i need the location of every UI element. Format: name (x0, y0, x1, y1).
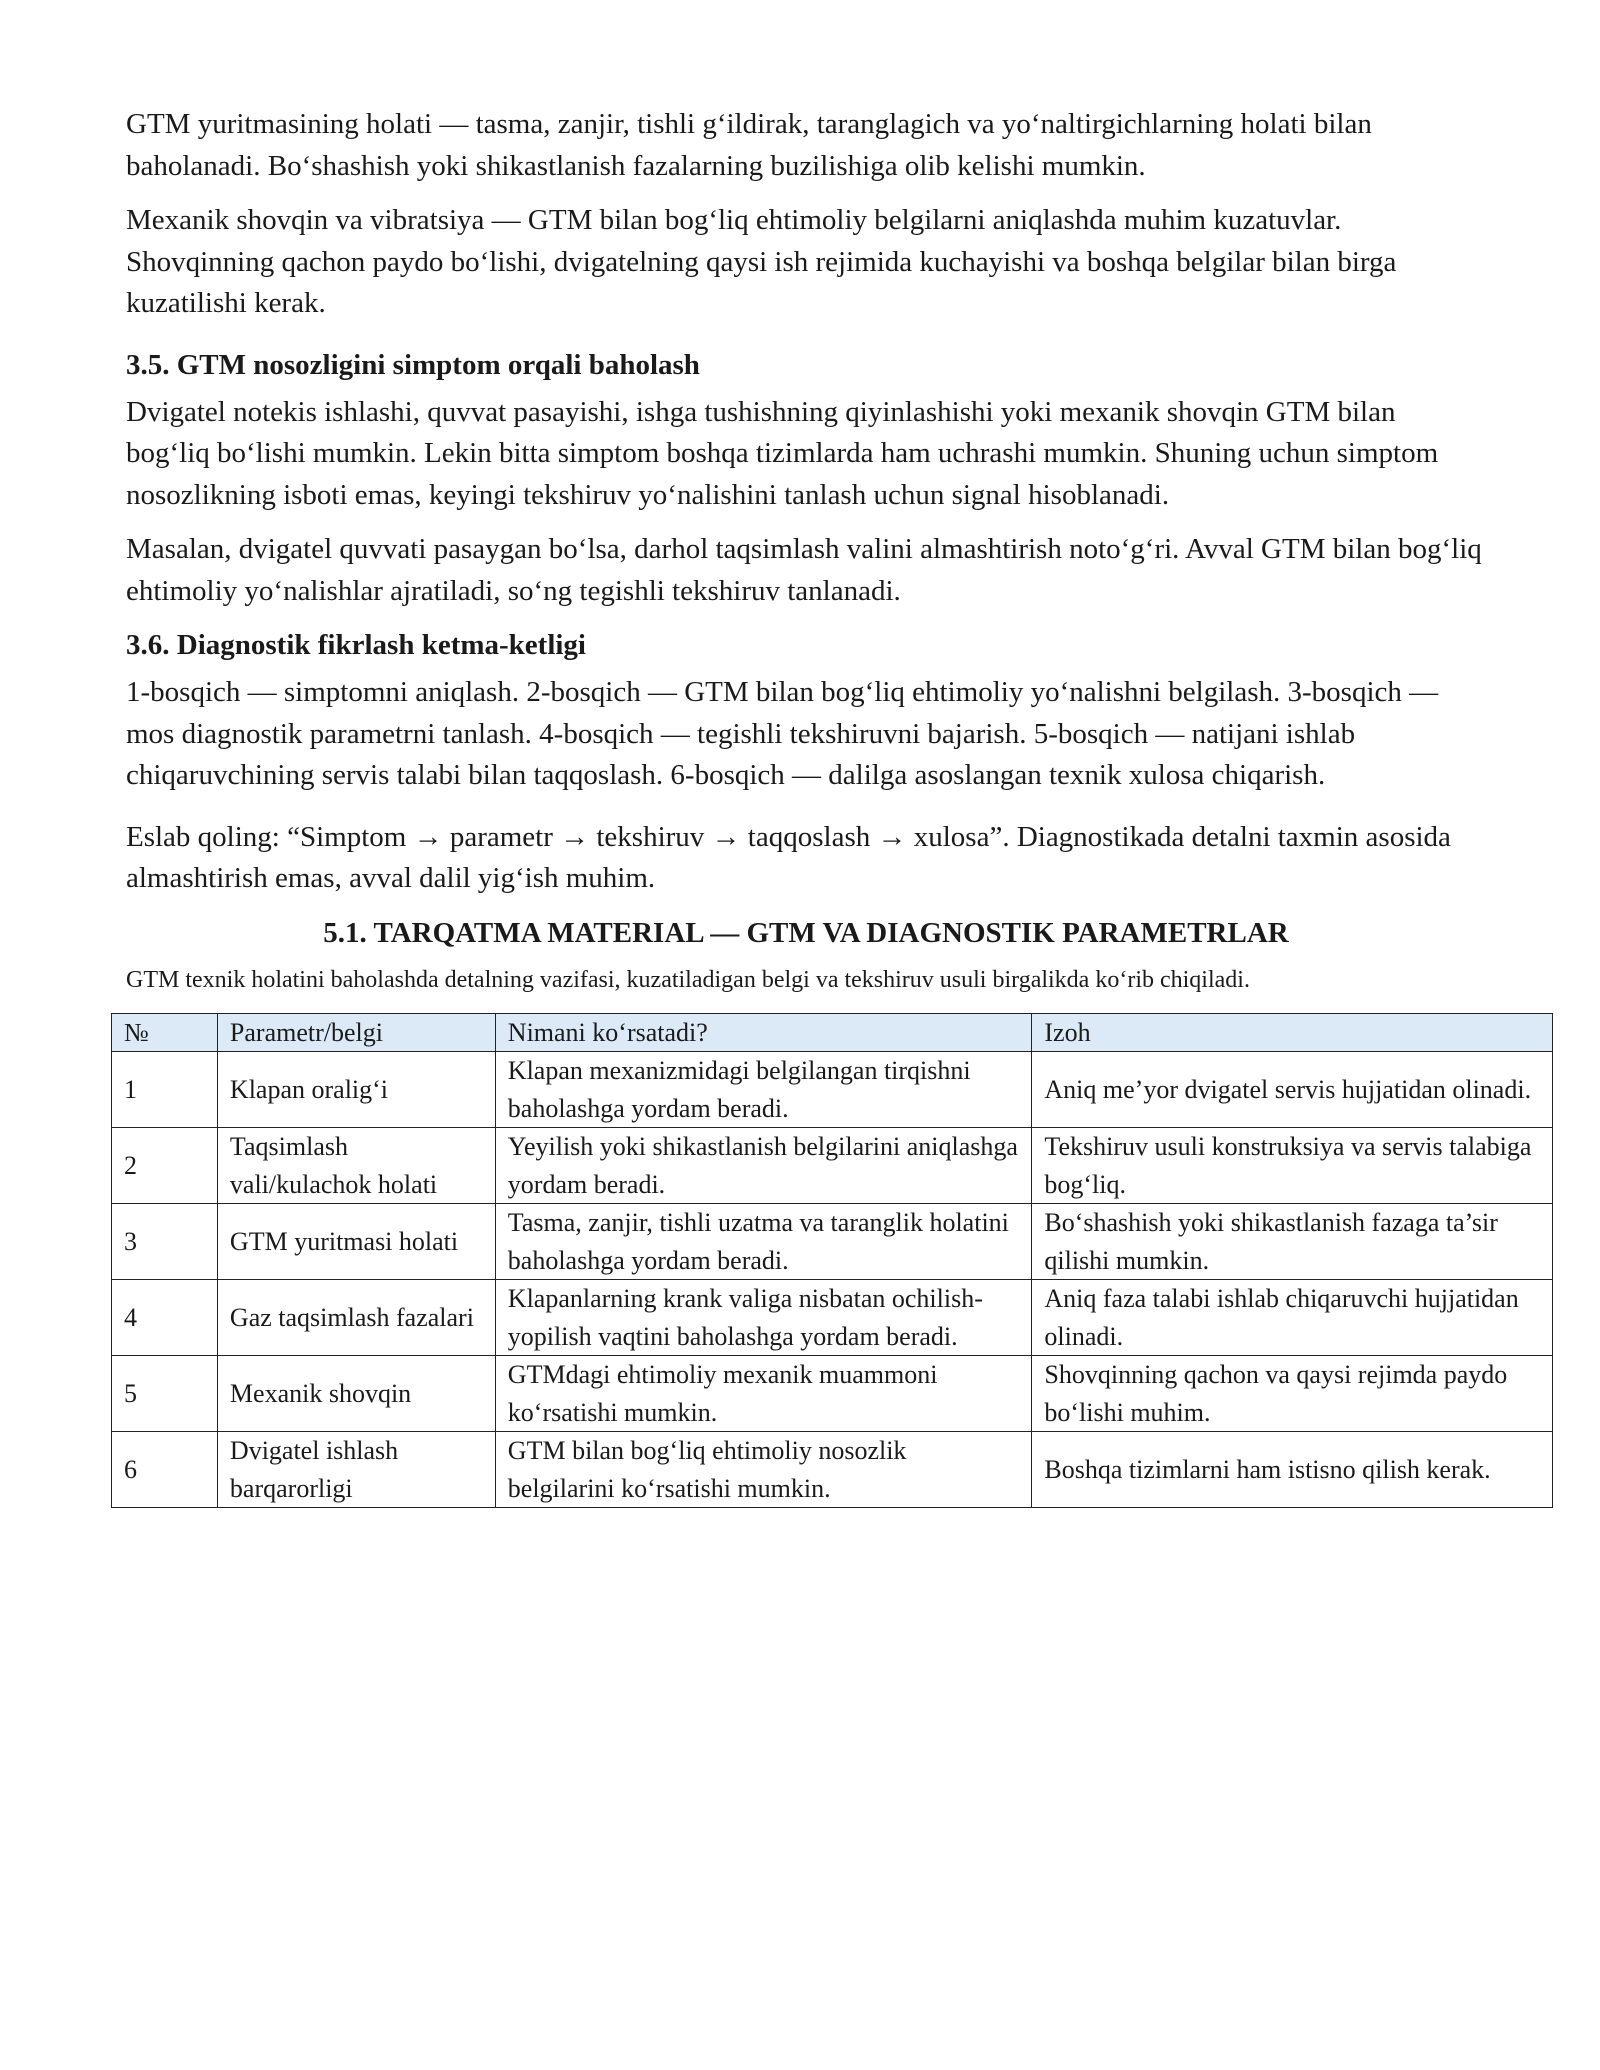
cell-what-it-shows: Klapan mexanizmidagi belgilangan tirqishni baholashga yordam beradi. (495, 1052, 1032, 1128)
section-heading-3-6: 3.6. Diagnostik fikrlash ketma-ketligi (126, 629, 586, 661)
column-header-number: № (112, 1013, 218, 1052)
cell-number: 3 (112, 1204, 218, 1280)
cell-parameter: Dvigatel ishlash barqarorligi (217, 1432, 495, 1508)
cell-number: 2 (112, 1128, 218, 1204)
table-row (112, 1356, 1553, 1432)
cell-number: 4 (112, 1280, 218, 1356)
paragraph-power-loss-example: Masalan, dvigatel quvvati pasaygan bo‘lsa, darhol taqsimlash valini almashtirish noto‘g‘ri. Avval GTM bilan bog‘liq ehtimoliy yo‘nalishlar ajratiladi, so‘ng tegishli tekshiruv tanlanadi. (126, 533, 1482, 607)
paragraph-symptom-assessment: Dvigatel notekis ishlashi, quvvat pasayishi, ishga tushishning qiyinlashishi yoki mexanik shovqin GTM bilan bog‘liq bo‘lishi mumkin. Lekin bitta simptom boshqa tizimlarda ham uchrashi mumkin. Shuning uchun simptom nosozlikning isboti emas, keyingi tekshiruv yo‘nalishini tanlash uchun signal hisoblanadi. (126, 395, 1439, 511)
section-heading-3-5: 3.5. GTM nosozligini simptom orqali baholash (126, 348, 700, 381)
cell-note: Aniq me’yor dvigatel servis hujjatidan olinadi. (1032, 1052, 1553, 1128)
cell-parameter: Gaz taqsimlash fazalari (217, 1280, 495, 1356)
cell-what-it-shows: GTM bilan bog‘liq ehtimoliy nosozlik belgilarini ko‘rsatishi mumkin. (495, 1432, 1032, 1508)
paragraph-diagnostic-steps: 1-bosqich — simptomni aniqlash. 2-bosqich — GTM bilan bog‘liq ehtimoliy yo‘nalishni belgilash. 3-bosqich — mos diagnostik parametrni tanlash. 4-bosqich — tegishli tekshiruvni bajarish. 5-bosqich — natijani ishlab chiqaruvchining servis talabi bilan taqqoslash. 6-bosqich — dalilga asoslangan texnik xulosa chiqarish. (126, 676, 1439, 791)
column-header-parameter: Parametr/belgi (217, 1013, 495, 1052)
table-row (112, 1280, 1553, 1356)
cell-note: Boshqa tizimlarni ham istisno qilish kerak. (1032, 1432, 1553, 1508)
paragraph-remember-note: Eslab qoling: “Simptom → parametr → tekshiruv → taqqoslash → xulosa”. Diagnostikada detalni taxmin asosida almashtirish emas, avval dalil yig‘ish muhim. (126, 820, 1451, 894)
cell-what-it-shows: Tasma, zanjir, tishli uzatma va taranglik holatini baholashga yordam beradi. (495, 1204, 1032, 1280)
cell-parameter: Klapan oralig‘i (217, 1052, 495, 1128)
table-row (112, 1128, 1553, 1204)
cell-number: 5 (112, 1356, 218, 1432)
handout-caption: GTM texnik holatini baholashda detalning vazifasi, kuzatiladigan belgi va tekshiruv usuli birgalikda ko‘rib chiqiladi. (126, 966, 1250, 993)
cell-note: Aniq faza talabi ishlab chiqaruvchi hujjatidan olinadi. (1032, 1280, 1553, 1356)
column-header-what-it-shows: Nimani ko‘rsatadi? (495, 1013, 1032, 1052)
paragraph-mechanical-noise: Mexanik shovqin va vibratsiya — GTM bilan bog‘liq ehtimoliy belgilarni aniqlashda muhim kuzatuvlar. Shovqinning qachon paydo bo‘lishi, dvigatelning qaysi ish rejimida kuchayishi va boshqa belgilar bilan birga kuzatilishi kerak. (126, 204, 1397, 319)
cell-parameter: Mexanik shovqin (217, 1356, 495, 1432)
cell-number: 6 (112, 1432, 218, 1508)
table-row (112, 1204, 1553, 1280)
cell-what-it-shows: Klapanlarning krank valiga nisbatan ochilish-yopilish vaqtini baholashga yordam beradi. (495, 1280, 1032, 1356)
document-page (124, 104, 1532, 1508)
table-row (112, 1052, 1553, 1128)
table-row (112, 1432, 1553, 1508)
cell-number: 1 (112, 1052, 218, 1128)
cell-what-it-shows: GTMdagi ehtimoliy mexanik muammoni ko‘rsatishi mumkin. (495, 1356, 1032, 1432)
paragraph-gtm-drive-state: GTM yuritmasining holati — tasma, zanjir, tishli g‘ildirak, taranglagich va yo‘naltirgichlarning holati bilan baholanadi. Bo‘shashish yoki shikastlanish fazalarning buzilishiga olib kelishi mumkin. (126, 108, 1372, 182)
cell-parameter: Taqsimlash vali/kulachok holati (217, 1128, 495, 1204)
cell-note: Shovqinning qachon va qaysi rejimda paydo bo‘lishi muhim. (1032, 1356, 1553, 1432)
table-header-row (112, 1013, 1553, 1052)
diagnostic-parameters-table (111, 1013, 1553, 1509)
column-header-note: Izoh (1032, 1013, 1553, 1052)
cell-what-it-shows: Yeyilish yoki shikastlanish belgilarini aniqlashga yordam beradi. (495, 1128, 1032, 1204)
cell-note: Tekshiruv usuli konstruksiya va servis talabiga bog‘liq. (1032, 1128, 1553, 1204)
handout-title: 5.1. TARQATMA MATERIAL — GTM VA DIAGNOSTIK PARAMETRLAR (323, 916, 1289, 949)
cell-parameter: GTM yuritmasi holati (217, 1204, 495, 1280)
cell-note: Bo‘shashish yoki shikastlanish fazaga ta’sir qilishi mumkin. (1032, 1204, 1553, 1280)
